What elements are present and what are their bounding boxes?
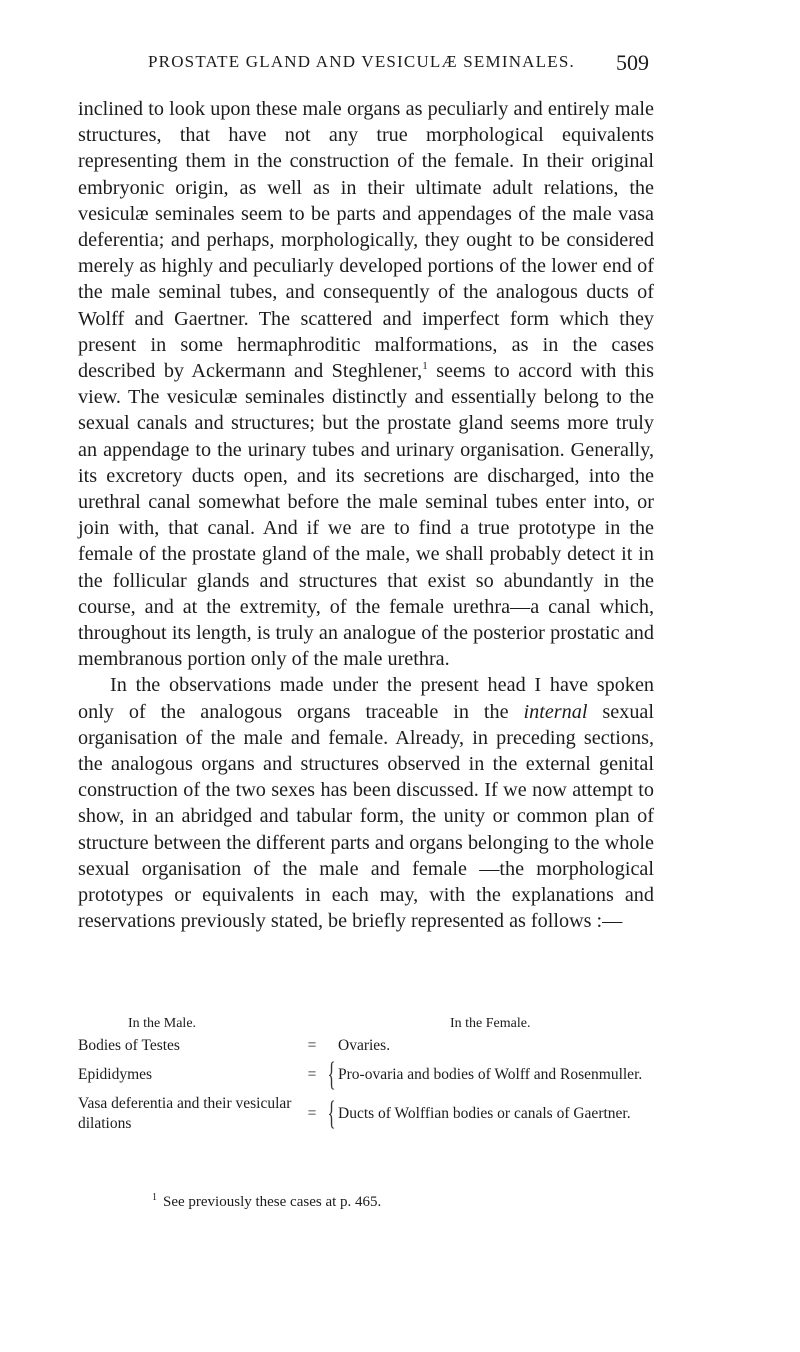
paragraph-2-text-a: In the observations made under the present head I have spoken only of the analogous organs traceable in the (78, 674, 654, 723)
female-cell: Ducts of Wolffian bodies or canals of Gaertner. (338, 1105, 631, 1122)
footnote (152, 1194, 652, 1211)
table-row (78, 1094, 678, 1134)
body-text (78, 96, 654, 935)
table-row (78, 1058, 678, 1092)
running-title: PROSTATE GLAND AND VESICULÆ SEMINALES. (148, 52, 575, 71)
female-cell: Ovaries. (338, 1037, 391, 1054)
equals-sign: = (307, 1037, 317, 1054)
correspondence-table (78, 1014, 678, 1136)
equals-sign: = (307, 1105, 317, 1122)
paragraph-2-text-b: sexual organisation of the male and female. Already, in preceding sections, the analogous organs and structures observed in the external genital construction of the two sexes has been discussed. If we now attempt to show, in an abridged and tabular form, the unity or common plan of structure between the different parts and organs belonging to the whole sexual organisation of the male and female —the morphological prototypes or equivalents in each may, with the explanations and reservations previously stated, be briefly represented as follows :— (78, 700, 654, 933)
page-number: 509 (616, 50, 649, 75)
paragraph-2 (78, 672, 654, 934)
male-cell: Vasa deferentia and their vesicular dilations (78, 1095, 292, 1132)
footnote-reference: 1 (422, 360, 428, 373)
male-cell: Epididymes (78, 1066, 153, 1083)
table-row (78, 1036, 678, 1056)
footnote-mark: 1 (152, 1192, 157, 1203)
male-cell: Bodies of Testes (78, 1037, 180, 1054)
female-cell: Pro-ovaria and bodies of Wolff and Rosenmuller. (338, 1066, 643, 1083)
emphasis-internal: internal (523, 700, 588, 723)
brace-glyph: { (327, 1056, 336, 1093)
female-column-heading: In the Female. (450, 1016, 531, 1031)
table-header (78, 1014, 678, 1036)
brace-glyph: { (327, 1095, 336, 1132)
equals-sign: = (307, 1066, 317, 1083)
footnote-text: See previously these cases at p. 465. (163, 1194, 382, 1210)
paragraph-1-text-a: inclined to look upon these male organs as peculiarly and entirely male structures, that have not any true morphological equivalents representing them in the construction of the female. In their original embryonic origin, as well as in their ultimate adult relations, the vesiculæ seminales seem to be parts and appendages of the male vasa deferentia; and perhaps, morphologically, they ought to be considered merely as highly and peculiarly developed portions of the lower end of the male seminal tubes, and consequently of the analogous ducts of Wolff and Gaertner. The scattered and imperfect form which they present in some hermaphroditic malformations, as in the cases described by Ackermann and Steghlener, (78, 98, 654, 383)
paragraph-1 (78, 96, 654, 672)
paragraph-1-text-b: seems to accord with this view. The vesiculæ seminales distinctly and essentially belong to the sexual canals and structures; but the prostate gland seems more truly an appendage to the urinary tubes and urinary organisation. Generally, its excretory ducts open, and its secretions are discharged, into the urethral canal somewhat before the male seminal tubes enter into, or join with, that canal. And if we are to find a true prototype in the female of the prostate gland of the male, we shall probably detect it in the follicular glands and structures that exist so abundantly in the course, and at the extremity, of the female urethra—a canal which, throughout its length, is truly an analogue of the posterior prostatic and membranous portion only of the male urethra. (78, 360, 654, 671)
male-column-heading: In the Male. (128, 1016, 197, 1031)
